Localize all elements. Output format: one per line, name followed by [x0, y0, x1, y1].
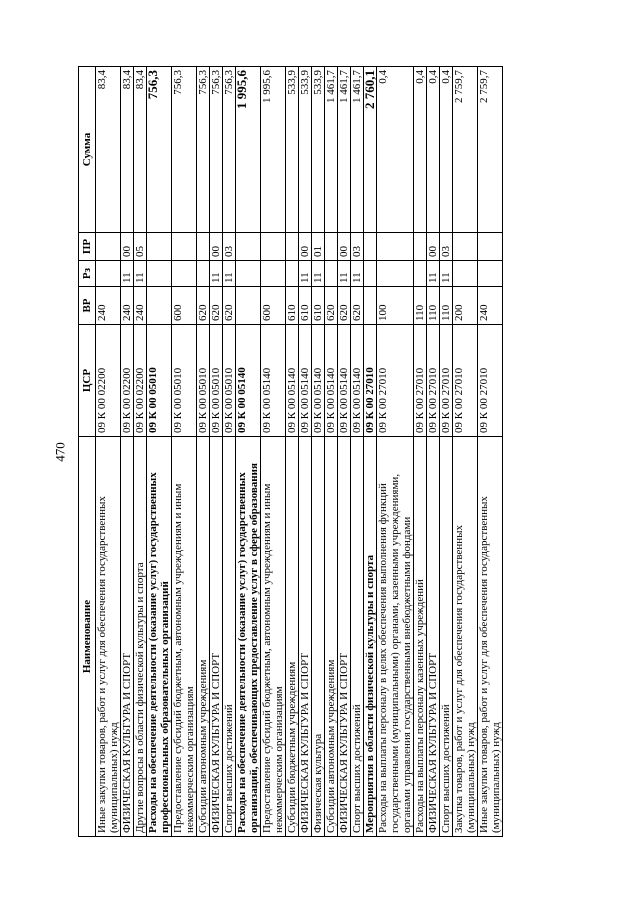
cell-rz: 11: [351, 261, 364, 287]
header-code: ЦСР: [79, 325, 96, 437]
cell-code: 09 К 00 05140: [312, 325, 325, 437]
cell-rz: [96, 261, 121, 287]
cell-rz: [364, 261, 377, 287]
cell-rz: [197, 261, 210, 287]
cell-rz: [147, 261, 172, 287]
cell-name: ФИЗИЧЕСКАЯ КУЛЬТУРА И СПОРТ: [427, 437, 440, 837]
cell-rz: [261, 261, 286, 287]
cell-name: Иные закупки товаров, работ и услуг для обеспечения государственных (муниципальных) нужд: [478, 437, 503, 837]
cell-name: Закупка товаров, работ и услуг для обеспечения государственных (муниципальных) нужд: [453, 437, 478, 837]
cell-pr: [147, 233, 172, 261]
cell-code: 09 К 00 27010: [478, 325, 503, 437]
cell-vr: 600: [261, 287, 286, 325]
table-row: [427, 67, 440, 837]
cell-name: Мероприятия в области физической культуры и спорта: [364, 437, 377, 837]
cell-vr: 240: [96, 287, 121, 325]
rotated-table-container: [78, 67, 624, 837]
cell-pr: [377, 233, 414, 261]
cell-code: 09 К 00 05010: [197, 325, 210, 437]
header-name: Наименование: [79, 437, 96, 837]
table-header-row: [79, 67, 96, 837]
cell-vr: 610: [299, 287, 312, 325]
cell-pr: [325, 233, 338, 261]
cell-code: 09 К 00 05140: [299, 325, 312, 437]
cell-vr: 200: [453, 287, 478, 325]
table-row: [134, 67, 147, 837]
cell-vr: 240: [121, 287, 134, 325]
table-row: [338, 67, 351, 837]
cell-rz: 11: [223, 261, 236, 287]
cell-rz: [414, 261, 427, 287]
cell-sum: 533,9: [286, 67, 299, 233]
table-row: [172, 67, 197, 837]
cell-sum: 1 995,6: [261, 67, 286, 233]
cell-rz: 11: [121, 261, 134, 287]
table-row: [210, 67, 223, 837]
cell-rz: 11: [134, 261, 147, 287]
cell-pr: [96, 233, 121, 261]
cell-vr: 620: [338, 287, 351, 325]
cell-code: 09 К 00 02200: [134, 325, 147, 437]
cell-sum: 83,4: [96, 67, 121, 233]
cell-name: Субсидии автономным учреждениям: [197, 437, 210, 837]
cell-code: 09 К 00 27010: [453, 325, 478, 437]
cell-name: Спорт высших достижений: [440, 437, 453, 837]
cell-code: 09 К 00 05140: [338, 325, 351, 437]
cell-vr: [236, 287, 261, 325]
cell-code: 09 К 00 05140: [236, 325, 261, 437]
table-row: [325, 67, 338, 837]
cell-code: 09 К 00 05140: [325, 325, 338, 437]
cell-name: Предоставление субсидий бюджетным, автономным учреждениям и иным некоммерческим организациям: [261, 437, 286, 837]
cell-sum: 756,3: [172, 67, 197, 233]
cell-pr: 01: [312, 233, 325, 261]
cell-rz: [377, 261, 414, 287]
cell-code: 09 К 00 27010: [440, 325, 453, 437]
cell-rz: [286, 261, 299, 287]
table-row: [236, 67, 261, 837]
cell-code: 09 К 00 05010: [223, 325, 236, 437]
cell-name: Расходы на обеспечение деятельности (оказание услуг) государственных организаций, обеспечивающих предоставление услуг в сфере образования: [236, 437, 261, 837]
cell-sum: 1 995,6: [236, 67, 261, 233]
cell-code: 09 К 00 05140: [286, 325, 299, 437]
cell-sum: 83,4: [134, 67, 147, 233]
cell-name: Расходы на обеспечение деятельности (оказание услуг) государственных профессиональных образовательных организаций: [147, 437, 172, 837]
cell-sum: 1 461,7: [351, 67, 364, 233]
cell-pr: [453, 233, 478, 261]
cell-rz: [236, 261, 261, 287]
table-row: [197, 67, 210, 837]
cell-name: Расходы на выплаты персоналу в целях обеспечения выполнения функций государственными (муниципальными) органами, казенными учреждениями, органами управления государственными внебюджетными фондами: [377, 437, 414, 837]
table-row: [121, 67, 134, 837]
cell-sum: 0,4: [377, 67, 414, 233]
cell-name: Физическая культура: [312, 437, 325, 837]
cell-name: Субсидии бюджетным учреждениям: [286, 437, 299, 837]
cell-pr: 00: [427, 233, 440, 261]
cell-pr: 00: [210, 233, 223, 261]
cell-rz: 11: [338, 261, 351, 287]
cell-sum: 0,4: [427, 67, 440, 233]
cell-rz: [478, 261, 503, 287]
cell-pr: [172, 233, 197, 261]
cell-pr: [286, 233, 299, 261]
cell-name: ФИЗИЧЕСКАЯ КУЛЬТУРА И СПОРТ: [121, 437, 134, 837]
header-pr: ПР: [79, 233, 96, 261]
cell-code: 09 К 00 05010: [172, 325, 197, 437]
cell-pr: 05: [134, 233, 147, 261]
cell-rz: 11: [299, 261, 312, 287]
cell-sum: 1 461,7: [338, 67, 351, 233]
budget-table: [78, 66, 503, 837]
cell-name: Другие вопросы в области физической культуры и спорта: [134, 437, 147, 837]
cell-name: ФИЗИЧЕСКАЯ КУЛЬТУРА И СПОРТ: [299, 437, 312, 837]
cell-rz: 11: [427, 261, 440, 287]
cell-name: Предоставление субсидий бюджетным, автономным учреждениям и иным некоммерческим организациям: [172, 437, 197, 837]
cell-code: 09 К 00 02200: [96, 325, 121, 437]
cell-vr: [147, 287, 172, 325]
cell-code: 09 К 00 27010: [377, 325, 414, 437]
cell-pr: 03: [223, 233, 236, 261]
cell-rz: 11: [440, 261, 453, 287]
table-row: [312, 67, 325, 837]
cell-vr: 620: [351, 287, 364, 325]
cell-sum: 0,4: [440, 67, 453, 233]
table-row: [364, 67, 377, 837]
cell-sum: 756,3: [197, 67, 210, 233]
table-row: [377, 67, 414, 837]
cell-code: 09 К 00 27010: [364, 325, 377, 437]
header-vr: ВР: [79, 287, 96, 325]
cell-name: Расходы на выплаты персоналу казенных учреждений: [414, 437, 427, 837]
cell-rz: [172, 261, 197, 287]
table-row: [147, 67, 172, 837]
cell-name: Спорт высших достижений: [223, 437, 236, 837]
cell-name: Иные закупки товаров, работ и услуг для обеспечения государственных (муниципальных) нужд: [96, 437, 121, 837]
cell-vr: 100: [377, 287, 414, 325]
table-row: [261, 67, 286, 837]
cell-sum: 1 461,7: [325, 67, 338, 233]
cell-pr: [478, 233, 503, 261]
cell-rz: [325, 261, 338, 287]
cell-vr: 110: [414, 287, 427, 325]
cell-code: 09 К 00 27010: [427, 325, 440, 437]
table-row: [440, 67, 453, 837]
cell-name: Субсидии автономным учреждениям: [325, 437, 338, 837]
cell-sum: 83,4: [121, 67, 134, 233]
cell-sum: 2 759,7: [478, 67, 503, 233]
cell-vr: 620: [197, 287, 210, 325]
cell-vr: 240: [478, 287, 503, 325]
table-row: [96, 67, 121, 837]
cell-pr: 00: [338, 233, 351, 261]
table-row: [223, 67, 236, 837]
cell-pr: [261, 233, 286, 261]
header-sum: Сумма: [79, 67, 96, 233]
cell-sum: 533,9: [312, 67, 325, 233]
cell-sum: 756,3: [223, 67, 236, 233]
cell-vr: 600: [172, 287, 197, 325]
cell-code: 09 К 00 05140: [351, 325, 364, 437]
cell-sum: 2 760,1: [364, 67, 377, 233]
cell-vr: 110: [440, 287, 453, 325]
table-row: [286, 67, 299, 837]
cell-pr: [197, 233, 210, 261]
cell-rz: [453, 261, 478, 287]
table-row: [478, 67, 503, 837]
cell-code: 09 К 00 02200: [121, 325, 134, 437]
cell-rz: 11: [210, 261, 223, 287]
table-row: [414, 67, 427, 837]
cell-code: 09 К 00 27010: [414, 325, 427, 437]
cell-vr: 610: [286, 287, 299, 325]
cell-name: ФИЗИЧЕСКАЯ КУЛЬТУРА И СПОРТ: [338, 437, 351, 837]
table-row: [453, 67, 478, 837]
cell-sum: 2 759,7: [453, 67, 478, 233]
page-number: 470: [52, 442, 68, 462]
cell-pr: 00: [299, 233, 312, 261]
table-row: [299, 67, 312, 837]
cell-vr: 620: [210, 287, 223, 325]
cell-vr: 110: [427, 287, 440, 325]
cell-pr: [364, 233, 377, 261]
cell-vr: 240: [134, 287, 147, 325]
cell-vr: 620: [325, 287, 338, 325]
cell-sum: 533,9: [299, 67, 312, 233]
cell-name: ФИЗИЧЕСКАЯ КУЛЬТУРА И СПОРТ: [210, 437, 223, 837]
cell-sum: 0,4: [414, 67, 427, 233]
cell-pr: 03: [351, 233, 364, 261]
cell-vr: [364, 287, 377, 325]
cell-code: 09 К 00 05010: [210, 325, 223, 437]
cell-pr: 03: [440, 233, 453, 261]
cell-pr: [414, 233, 427, 261]
cell-rz: 11: [312, 261, 325, 287]
cell-code: 09 К 00 05010: [147, 325, 172, 437]
table-body: [96, 67, 503, 837]
cell-name: Спорт высших достижений: [351, 437, 364, 837]
header-rz: Рз: [79, 261, 96, 287]
cell-sum: 756,3: [210, 67, 223, 233]
table-row: [351, 67, 364, 837]
cell-sum: 756,3: [147, 67, 172, 233]
cell-pr: 00: [121, 233, 134, 261]
cell-vr: 620: [223, 287, 236, 325]
cell-vr: 610: [312, 287, 325, 325]
cell-code: 09 К 00 05140: [261, 325, 286, 437]
cell-pr: [236, 233, 261, 261]
